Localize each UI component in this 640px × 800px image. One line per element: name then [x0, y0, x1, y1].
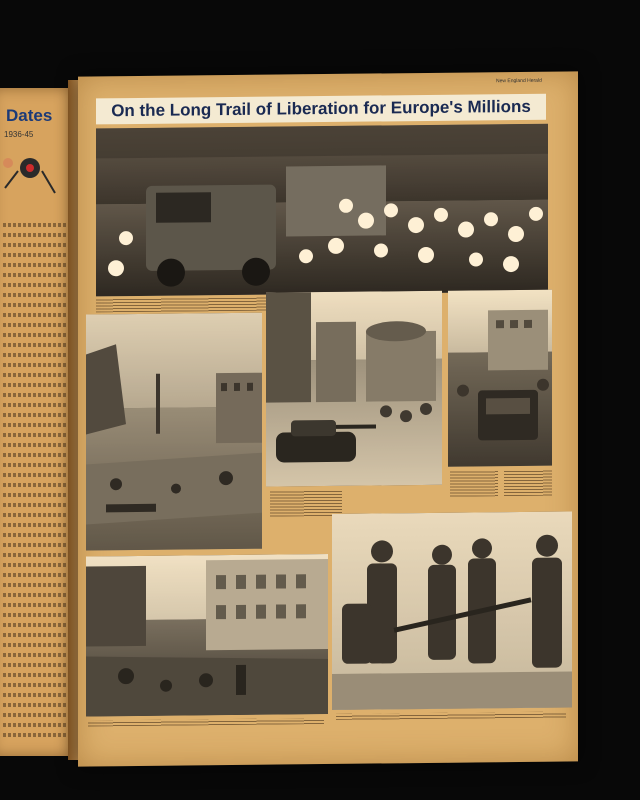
- ruined-square-scene: [86, 313, 262, 551]
- ruined-street-scene: [86, 554, 328, 717]
- caption-soldiers-meet: [336, 712, 566, 720]
- caption-vehicle-street-a: [450, 470, 498, 497]
- crowd-truck-scene: [96, 124, 548, 297]
- photo-vehicle-street: [448, 290, 552, 467]
- caption-crowd-truck: [96, 297, 266, 313]
- caption-ruined-street: [88, 718, 324, 726]
- page-headline: On the Long Trail of Liberation for Europe's Millions: [96, 94, 546, 125]
- photo-soldiers-meet: [332, 511, 572, 710]
- dates-subheading: 1936-45: [4, 130, 34, 139]
- photo-ruined-square: [86, 313, 262, 551]
- right-newspaper-page: [78, 71, 578, 766]
- masthead: New England Herald: [496, 77, 542, 85]
- caption-tank-street: [270, 490, 342, 517]
- photo-tank-street: [266, 291, 442, 487]
- photo-crowd-truck: [96, 124, 548, 297]
- caption-vehicle-street-b: [504, 470, 552, 497]
- cartoon-illustration: [0, 143, 68, 213]
- soldiers-meet-scene: [332, 511, 572, 710]
- dates-heading: Dates: [6, 106, 53, 125]
- left-newspaper-page: [0, 88, 78, 756]
- vehicle-street-scene: [448, 290, 552, 467]
- tank-street-scene: [266, 291, 442, 487]
- photo-ruined-street: [86, 554, 328, 717]
